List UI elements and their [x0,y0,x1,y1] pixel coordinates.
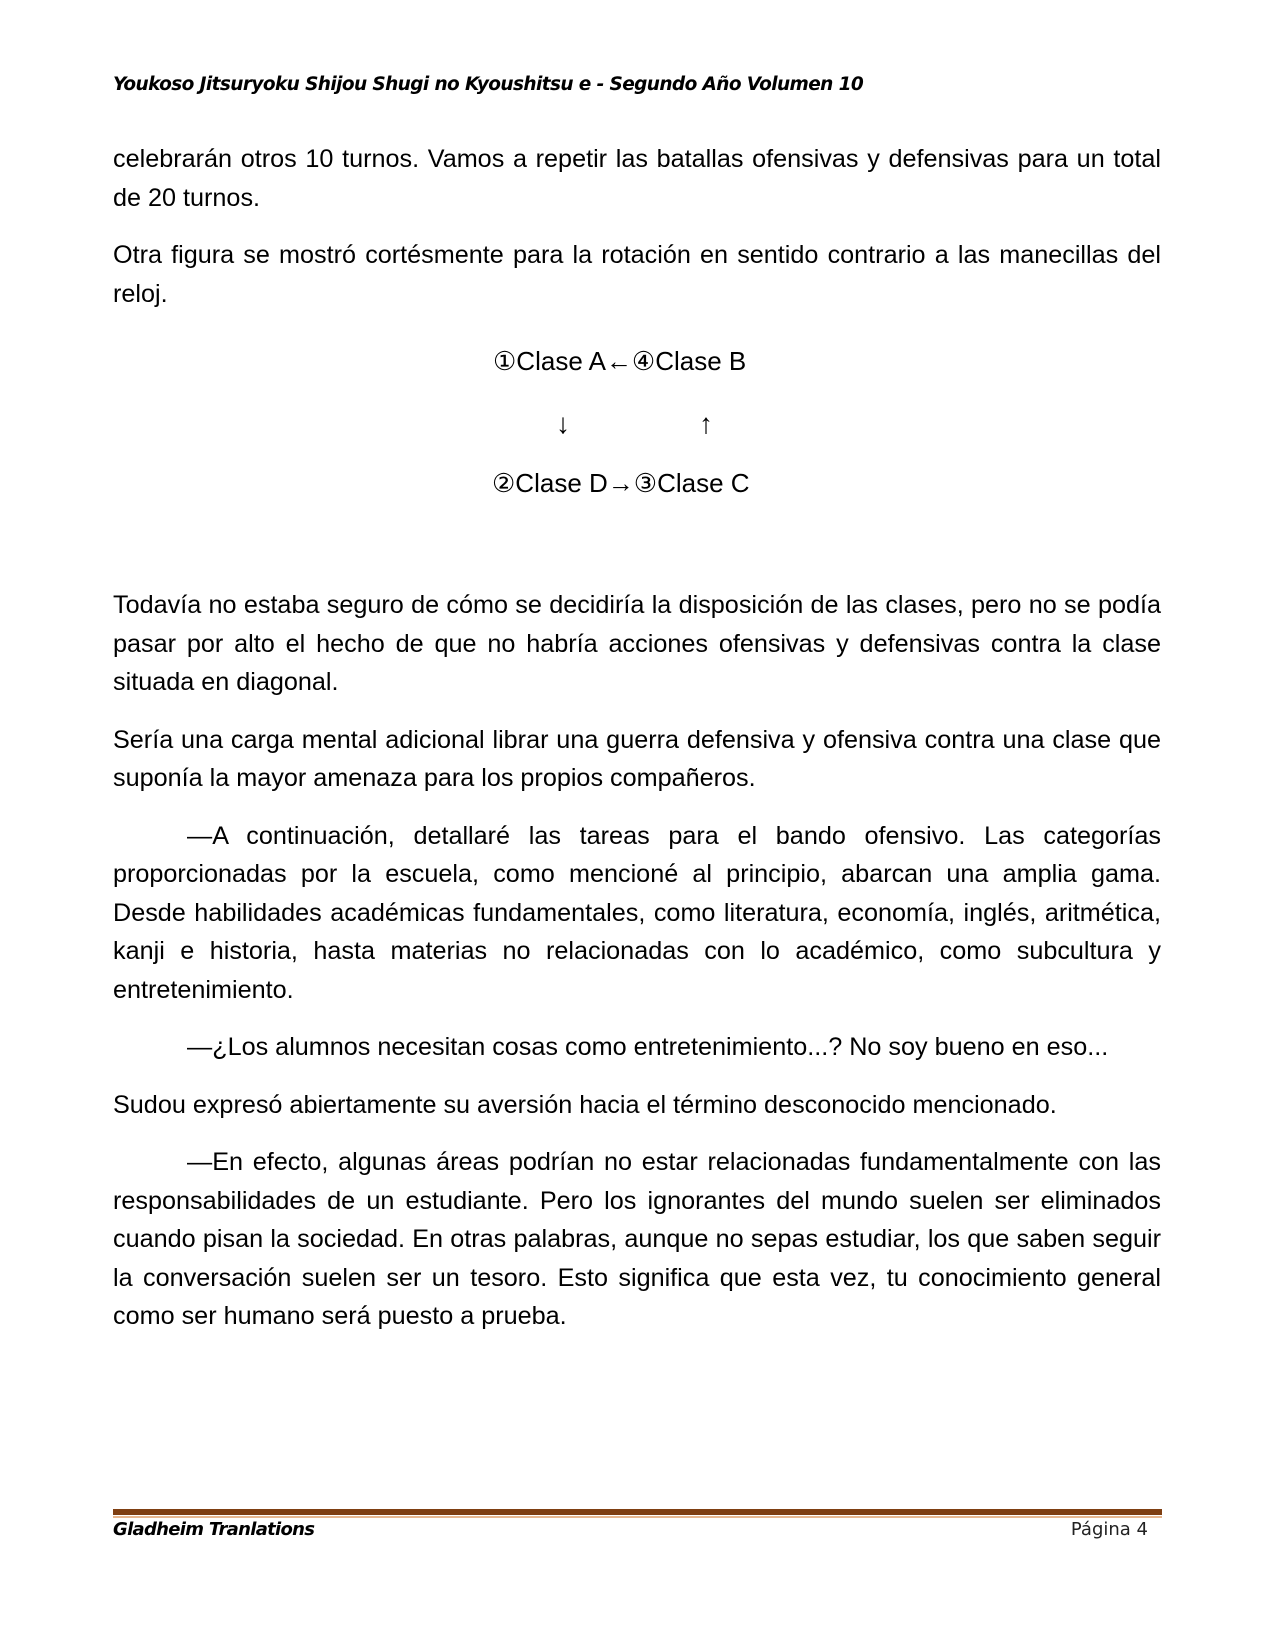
body-text-top [113,140,1161,332]
dialogue-paragraph: —En efecto, algunas áreas podrían no estar relacionadas fundamentalmente con las responsabilidades de un estudiante. Pero los ignorantes del mundo suelen ser eliminados cuando pisan la sociedad. En otras palabras, aunque no sepas estudiar, los que saben seguir la conversación suelen ser un tesoro. Esto significa que esta vez, tu conocimiento general como ser humano será puesto a prueba. [113,1148,1161,1330]
diagram-top-row: ①Clase A←④Clase B [493,346,747,376]
dialogue-paragraph: —A continuación, detallaré las tareas para el bando ofensivo. Las categorías proporcionadas por la escuela, como mencioné al principio, abarcan una amplia gama. Desde habilidades académicas fundamentales, como literatura, economía, inglés, aritmética, kanji e historia, hasta materias no relacionadas con lo académico, como subcultura y entretenimiento. [113,821,1161,1004]
dialogue-paragraph: —¿Los alumnos necesitan cosas como entretenimiento...? No soy bueno en eso... [187,1033,1109,1061]
paragraph: Todavía no estaba seguro de cómo se decidiría la disposición de las clases, pero no se podía pasar por alto el hecho de que no habría acciones ofensivas y defensivas contra la clase situada en diagonal. [113,591,1161,696]
diagram-bottom-row: ②Clase D→③Clase C [492,468,750,498]
arrow-up-icon: ↑ [699,408,713,439]
footer-rule [113,1509,1162,1515]
paragraph: Otra figura se mostró cortésmente para la rotación en sentido contrario a las manecillas del reloj. [113,241,1161,308]
running-header: Youkoso Jitsuryoku Shijou Shugi no Kyoushitsu e - Segundo Año Volumen 10 [113,74,864,95]
paragraph: celebrarán otros 10 turnos. Vamos a repetir las batallas ofensivas y defensivas para un total de 20 turnos. [113,145,1161,212]
page-number: Página 4 [1070,1519,1148,1540]
paragraph: Sudou expresó abiertamente su aversión hacia el término desconocido mencionado. [113,1090,1057,1119]
body-text-bottom [113,586,1161,1355]
footer-rule-accent [113,1516,1162,1518]
paragraph: Sería una carga mental adicional librar una guerra defensiva y ofensiva contra una clase que suponía la mayor amenaza para los propios compañeros. [113,725,1161,792]
arrow-down-icon: ↓ [556,408,570,439]
footer-credit: Gladheim Tranlations [113,1519,315,1540]
